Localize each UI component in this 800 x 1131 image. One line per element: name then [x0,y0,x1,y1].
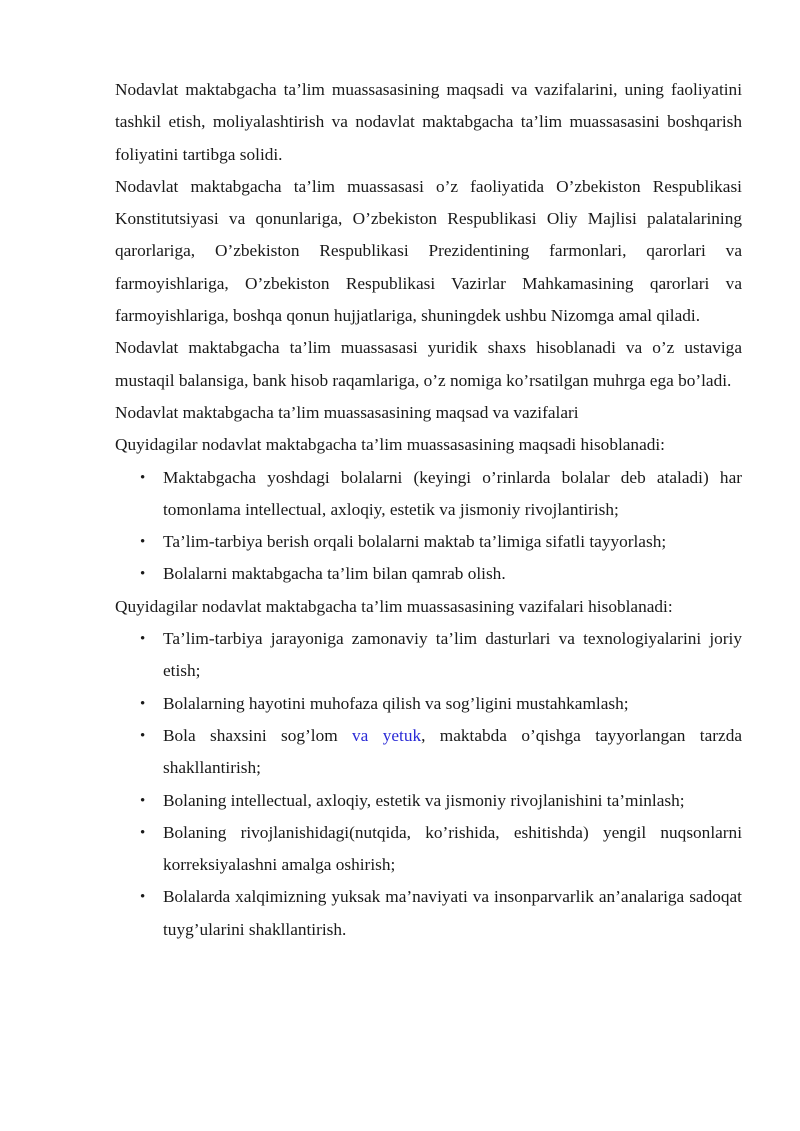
legal-status-paragraph: Nodavlat maktabgacha ta’lim muassasasi yuridik shaxs hisoblanadi va o’z ustaviga mustaqil balansiga, bank hisob raqamlariga, o’z nomiga ko’rsatilgan muhrga ega bo’ladi. [115,338,742,390]
bullet-icon: • [140,631,146,648]
bullet-icon: • [140,469,146,486]
bullet-icon: • [140,824,146,841]
list-item-text: Bolalarning hayotini muhofaza qilish va sog’ligini mustahkamlash; [163,693,629,713]
tasks-intro: Quyidagilar nodavlat maktabgacha ta’lim muassasasining vazifalari hisoblanadi: [115,596,673,616]
list-item-text-start: Bola shaxsini sog’lom [163,725,353,745]
list-item [115,785,742,817]
goals-list [115,462,742,591]
list-item [115,817,742,882]
list-item [115,881,742,946]
list-item [115,558,742,590]
document-page [115,74,742,946]
list-item-text: Bolalarda xalqimizning yuksak ma’naviyati va insonparvarlik an’analariga sadoqat tuyg’ularini shakllantirish. [163,887,742,939]
bullet-icon: • [140,889,146,906]
list-item [115,688,742,720]
bullet-icon: • [140,534,146,551]
bullet-icon: • [140,695,146,712]
inline-link[interactable]: va yetuk [352,725,422,745]
goals-intro: Quyidagilar nodavlat maktabgacha ta’lim muassasasining maqsadi hisoblanadi: [115,435,665,455]
intro-paragraph: Nodavlat maktabgacha ta’lim muassasasining maqsadi va vazifalarini, uning faoliyatini tashkil etish, moliyalashtirish va nodavlat maktabgacha ta’lim muassasasini boshqarish foliyatini tartibga solidi. [115,80,742,164]
list-item-text-end: , maktabda o’qishga tayyorlangan tarzda shakllantirish; [163,725,742,778]
bullet-icon: • [140,727,146,744]
list-item-text: Maktabgacha yoshdagi bolalarni (keyingi o’rinlarda bolalar deb ataladi) har tomonlama intellectual, axloqiy, estetik va jismoniy rivojlantirish; [163,467,742,519]
list-item [115,526,742,558]
list-item-text: Bolalarni maktabgacha ta’lim bilan qamrab olish. [163,564,506,584]
list-item-text: Bolaning rivojlanishidagi(nutqida, ko’rishida, eshitishda) yengil nuqsonlarni korreksiyalashni amalga oshirish; [163,822,742,875]
bullet-icon: • [140,792,146,809]
tasks-list [115,623,742,946]
list-item [115,623,742,688]
bullet-icon: • [140,566,146,583]
list-item-text: Ta’lim-tarbiya berish orqali bolalarni maktab ta’limiga sifatli tayyorlash; [163,532,667,552]
legal-basis-paragraph: Nodavlat maktabgacha ta’lim muassasasi o’z faoliyatida O’zbekiston Respublikasi Konstitutsiyasi va qonunlariga, O’zbekiston Respublikasi Oliy Majlisi palatalarining qarorlariga, O’zbekiston Respublikasi Prezidentining farmonlari, qarorlari va farmoyishlariga, O’zbekiston Respublikasi Vazirlar Mahkamasining qarorlari va farmoyishlariga, boshqa qonun hujjatlariga, shuningdek ushbu Nizomga amal qiladi. [115,176,742,326]
list-item-text: Ta’lim-tarbiya jarayoniga zamonaviy ta’lim dasturlari va texnologiyalarini joriy etish; [163,629,742,681]
list-item-text: Bolaning intellectual, axloqiy, estetik va jismoniy rivojlanishini ta’minlash; [163,790,685,810]
section-heading: Nodavlat maktabgacha ta’lim muassasasining maqsad va vazifalari [115,402,579,422]
list-item [115,462,742,527]
list-item [115,720,742,785]
